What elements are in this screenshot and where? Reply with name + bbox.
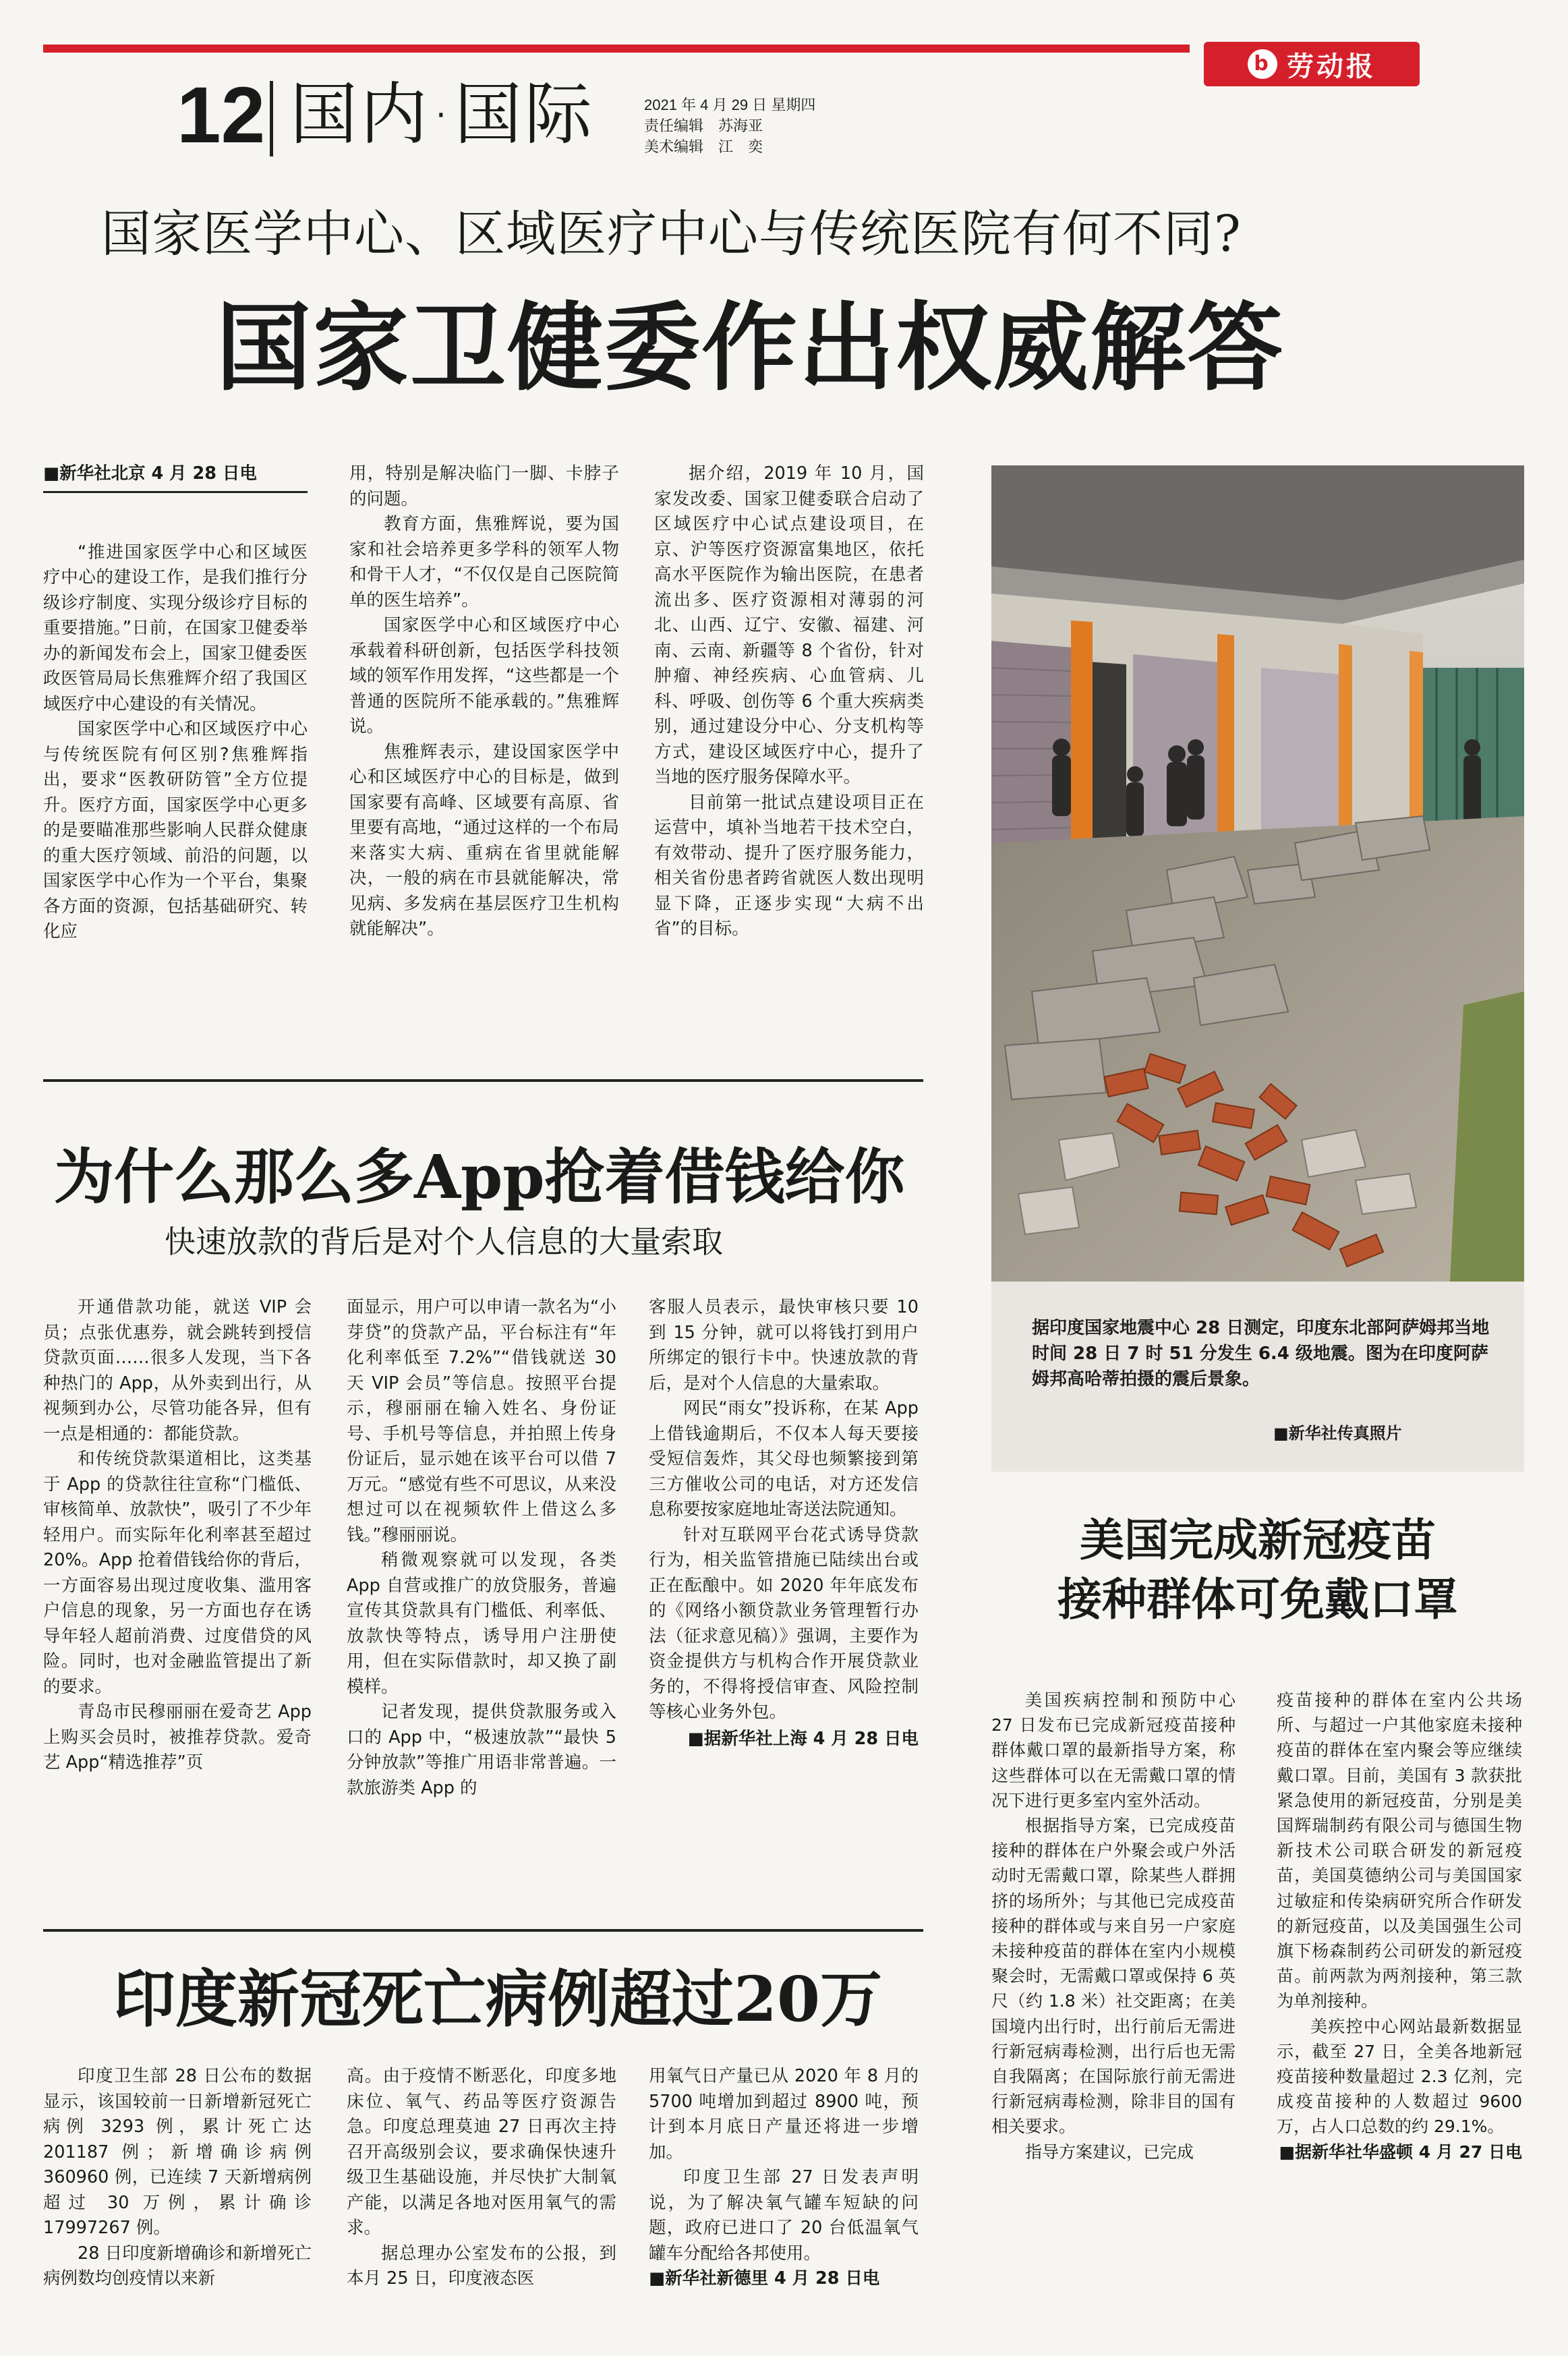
paragraph: 稍微观察就可以发现，各类 App 自营或推广的放贷服务，普遍宣传其贷款具有门槛低、利率低、放款快等特点，诱导用户注册使用，但在实际借款时，却又换了副模样。 bbox=[347, 1550, 616, 1697]
article3-headline-line2: 接种群体可免戴口罩 bbox=[1057, 1573, 1458, 1626]
responsible-editor: 责任编辑 苏海亚 bbox=[644, 117, 763, 134]
top-red-rule bbox=[43, 45, 1190, 53]
section-title: 国内·国际 bbox=[290, 75, 595, 154]
art-editor: 美术编辑 江 奕 bbox=[644, 138, 763, 155]
paragraph: 国家医学中心和区域医疗中心承载着科研创新，包括医学科技领域的领军作用发挥，“这些都是一个普通的医院所不能承载的。”焦雅辉说。 bbox=[349, 615, 619, 737]
paragraph: 疫苗接种的群体在室内公共场所、与超过一户其他家庭未接种疫苗的群体在室内聚会等应继续戴口罩。目前，美国有 3 款获批紧急使用的新冠疫苗，分别是美国辉瑞制药有限公司与德国生物新技术公司联合研发的新冠疫苗，美国莫德纳公司与美国国家过敏症和传染病研究所合作研发的新冠疫苗，以及美国强生公司旗下杨森制药公司研发的新冠疫苗。前两款为两剂接种，第三款为单剂接种。 bbox=[1277, 1690, 1522, 2011]
article2-column-3 bbox=[649, 1295, 919, 1752]
article3-column-2 bbox=[1277, 1688, 1522, 2164]
article4-column-1 bbox=[43, 2064, 312, 2292]
article1-column-2 bbox=[349, 461, 619, 942]
photo-caption-box bbox=[991, 1282, 1524, 1472]
article3-column-1 bbox=[991, 1688, 1236, 2164]
article3-source: ■据新华社华盛顿 4 月 27 日电 bbox=[1279, 2142, 1522, 2162]
photo-credit: ■新华社传真照片 bbox=[1273, 1424, 1402, 1443]
article2-subhead: 快速放款的背后是对个人信息的大量索取 bbox=[165, 1224, 723, 1260]
laodongbao-logo-icon: b bbox=[1248, 49, 1277, 79]
article2-headline: 为什么那么多App抢着借钱给你 bbox=[54, 1141, 905, 1212]
paragraph: 用氧气日产量已从 2020 年 8 月的 5700 吨增加到超过 8900 吨，预计到本月底日产量还将进一步增加。 bbox=[649, 2066, 919, 2162]
earthquake-photo bbox=[991, 465, 1524, 1282]
paragraph: 用，特别是解决临门一脚、卡脖子的问题。 bbox=[349, 463, 619, 509]
article2-column-2 bbox=[347, 1295, 616, 1801]
section-divider bbox=[43, 1079, 923, 1082]
article4-column-3 bbox=[649, 2064, 919, 2292]
paragraph: 印度卫生部 27 日发表声明说，为了解决氧气罐车短缺的问题，政府已进口了 20 台低温氧气罐车分配给各邦使用。 bbox=[649, 2167, 919, 2264]
paragraph: 国家医学中心和区域医疗中心与传统医院有何区别?焦雅辉指出，要求“医教研防管”全方位提升。医疗方面，国家医学中心更多的是要瞄准那些影响人民群众健康的重大医疗领域、前沿的问题，以国家医学中心作为一个平台，集聚各方面的资源，包括基础研究、转化应 bbox=[43, 719, 308, 942]
article4-source: ■新华社新德里 4 月 28 日电 bbox=[649, 2268, 880, 2289]
article2-source: ■据新华社上海 4 月 28 日电 bbox=[687, 1728, 919, 1749]
paragraph: “推进国家医学中心和区域医疗中心的建设工作，是我们推行分级诊疗制度、实现分级诊疗目标的重要措施。”日前，在国家卫健委举办的新闻发布会上，国家卫健委医政医管局局长焦雅辉介绍了我国区域医疗中心建设的有关情况。 bbox=[43, 542, 308, 714]
article2-column-1 bbox=[43, 1295, 312, 1776]
issue-date: 2021 年 4 月 29 日 星期四 bbox=[644, 96, 816, 113]
paragraph: 和传统贷款渠道相比，这类基于 App 的贷款往往宣称“门槛低、审核简单、放款快”，吸引了不少年轻用户。而实际年化利率甚至超过 20%。App 抢着借钱给你的背后，一方面容易出现过度收集、滥用客户信息的现象，另一方面也存在诱导年轻人超前消费、过度借贷的风险。同时，也对金融监管提出了新的要求。 bbox=[43, 1449, 312, 1697]
page-number: 12 bbox=[177, 71, 266, 160]
paragraph: 记者发现，提供贷款服务或入口的 App 中，“极速放款”“最快 5 分钟放款”等推广用语非常普遍。一款旅游类 App 的 bbox=[347, 1702, 616, 1798]
article4-column-2 bbox=[347, 2064, 616, 2292]
paragraph: 据总理办公室发布的公报，到本月 25 日，印度液态医 bbox=[347, 2243, 616, 2289]
article1-column-3 bbox=[654, 461, 924, 942]
article1-headline: 国家卫健委作出权威解答 bbox=[216, 292, 1284, 404]
paragraph: 指导方案建议，已完成 bbox=[1025, 2142, 1194, 2162]
paragraph: 网民“雨女”投诉称，在某 App 上借钱逾期后，不仅本人每天要接受短信轰炸，其父母也频繁接到第三方催收公司的电话，对方还发信息称要按家庭地址寄送法院通知。 bbox=[649, 1398, 919, 1520]
paragraph: 目前第一批试点建设项目正在运营中，填补当地若干技术空白，有效带动、提升了医疗服务能力，相关省份患者跨省就医人数出现明显下降，正逐步实现“大病不出省”的目标。 bbox=[654, 792, 924, 939]
paragraph: 青岛市民穆丽丽在爱奇艺 App 上购买会员时，被推荐贷款。爱奇艺 App“精选推荐”页 bbox=[43, 1702, 312, 1773]
paragraph: 面显示，用户可以申请一款名为“小芽贷”的贷款产品，平台标注有“年化利率低至 7.2%”“借钱就送 30 天 VIP 会员”等信息。按照平台提示，穆丽丽在输入姓名、身份证号、手机号等信息，并拍照上传身份证后，显示她在该平台可以借 7 万元。“感觉有些不可思议，从来没想过可以在视频软件上借这么多钱。”穆丽丽说。 bbox=[347, 1297, 616, 1545]
paragraph: 客服人员表示，最快审核只要 10 到 15 分钟，就可以将钱打到用户所绑定的银行卡中。快速放款的背后，是对个人信息的大量索取。 bbox=[649, 1297, 919, 1394]
paragraph: 教育方面，焦雅辉说，要为国家和社会培养更多学科的领军人物和骨干人才，“不仅仅是自己医院简单的医生培养”。 bbox=[349, 514, 619, 610]
masthead-divider bbox=[270, 81, 273, 156]
paragraph: 高。由于疫情不断恶化，印度多地床位、氧气、药品等医疗资源告急。印度总理莫迪 27 日再次主持召开高级别会议，要求确保快速升级卫生基础设施，并尽快扩大制氧产能，以满足各地对医用氧气的需求。 bbox=[347, 2066, 616, 2238]
paragraph: 根据指导方案，已完成疫苗接种的群体在户外聚会或户外活动时无需戴口罩，除某些人群拥挤的场所外；与其他已完成疫苗接种的群体或与来自另一户家庭未接种疫苗的群体在室内小规模聚会时，无需戴口罩或保持 6 英尺（约 1.8 米）社交距离；在美国境内出行时，出行前后无需进行新冠病毒检测，出行后也无需自我隔离；在国际旅行前无需进行新冠病毒检测，除非目的国有相关要求。 bbox=[991, 1816, 1236, 2137]
paragraph: 焦雅辉表示，建设国家医学中心和区域医疗中心的目标是，做到国家要有高峰、区域要有高原、省里要有高地，“通过这样的一个布局来落实大病、重病在省里就能解决，一般的病在市县就能解决，常见病、多发病在基层医疗卫生机构就能解决”。 bbox=[349, 741, 619, 939]
article1-kicker: 国家医学中心、区域医疗中心与传统医院有何不同? bbox=[101, 205, 1242, 263]
photo-caption: 据印度国家地震中心 28 日测定，印度东北部阿萨姆邦当地时间 28 日 7 时 51 分发生 6.4 级地震。图为在印度阿萨姆邦高哈蒂拍摄的震后景象。 bbox=[1032, 1318, 1490, 1389]
section-divider bbox=[43, 1929, 923, 1932]
article3-headline-line1: 美国完成新冠疫苗 bbox=[1080, 1514, 1436, 1566]
logo-text: 劳动报 bbox=[1287, 50, 1376, 82]
paragraph: 28 日印度新增确诊和新增死亡病例数均创疫情以来新 bbox=[43, 2243, 312, 2289]
article1-dateline: ■新华社北京 4 月 28 日电 bbox=[43, 461, 308, 493]
paragraph: 开通借款功能，就送 VIP 会员；点张优惠券，就会跳转到授信贷款页面……很多人发现，当下各种热门的 App，从外卖到出行，从视频到办公，尽管功能各异，但有一点是相通的：都能贷款。 bbox=[43, 1297, 312, 1444]
article3-headline bbox=[991, 1514, 1524, 1626]
paragraph: 美国疾病控制和预防中心 27 日发布已完成新冠疫苗接种群体戴口罩的最新指导方案，称这些群体可以在无需戴口罩的情况下进行更多室内室外活动。 bbox=[991, 1690, 1236, 1810]
article4-headline: 印度新冠死亡病例超过20万 bbox=[113, 1963, 883, 2036]
newspaper-logo bbox=[1204, 42, 1420, 86]
paragraph: 印度卫生部 28 日公布的数据显示，该国较前一日新增新冠死亡病例 3293 例，累计死亡达 201187 例；新增确诊病例 360960 例，已连续 7 天新增病例超过 30 万例，累计确诊 17997267 例。 bbox=[43, 2066, 312, 2238]
paragraph: 美疾控中心网站最新数据显示，截至 27 日，全美各地新冠疫苗接种数量超过 2.3 亿剂，完成疫苗接种的人数超过 9600 万，占人口总数的约 29.1%。 bbox=[1277, 2016, 1522, 2137]
paragraph: 据介绍，2019 年 10 月，国家发改委、国家卫健委联合启动了区域医疗中心试点建设项目，在京、沪等医疗资源富集地区，依托高水平医院作为输出医院，在患者流出多、医疗资源相对薄弱的河北、山西、辽宁、安徽、福建、河南、云南、新疆等 8 个省份，针对肿瘤、神经疾病、心血管病、儿科、呼吸、创伤等 6 个重大疾病类别，通过建设分中心、分支机构等方式，建设区域医疗中心，提升了当地的医疗服务保障水平。 bbox=[654, 463, 924, 787]
paragraph: 针对互联网平台花式诱导贷款行为，相关监管措施已陆续出台或正在酝酿中。如 2020 年年底发布的《网络小额贷款业务管理暂行办法（征求意见稿）》强调，主要作为资金提供方与机构合作开展贷款业务的，不得将授信审查、风险控制等核心业务外包。 bbox=[649, 1524, 919, 1722]
article1-column-1 bbox=[43, 461, 308, 945]
issue-meta bbox=[644, 94, 815, 157]
